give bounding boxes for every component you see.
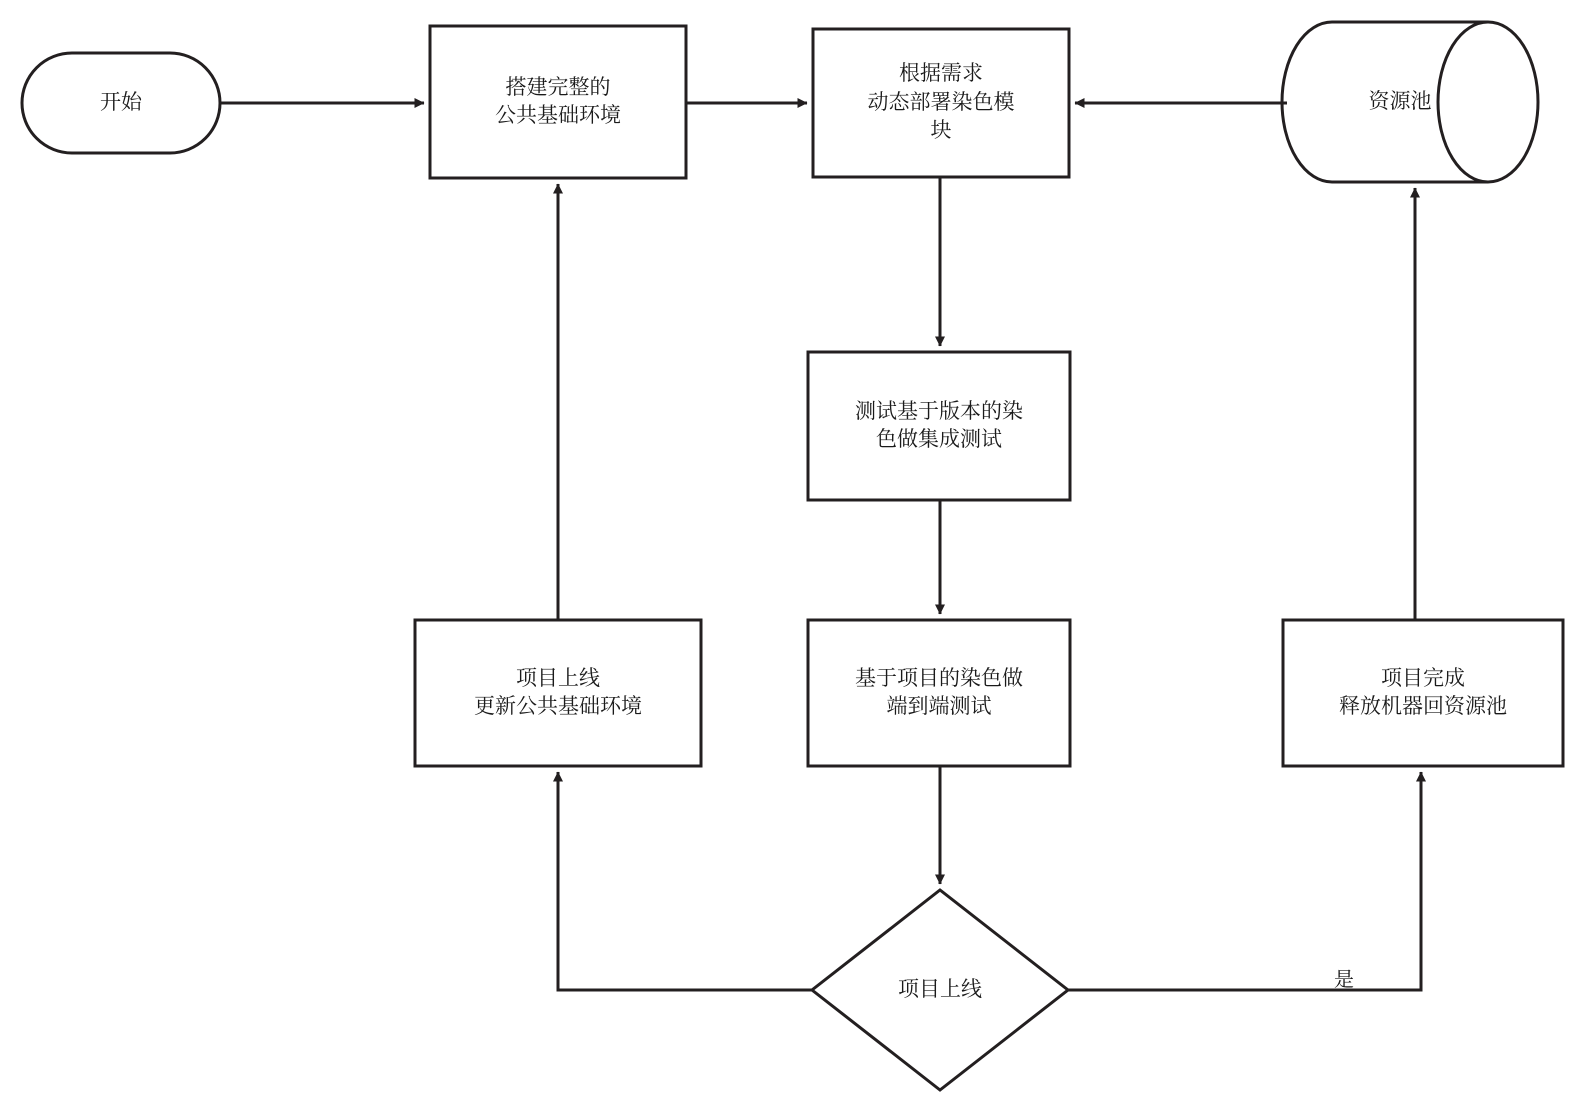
node-build-base-label: 搭建完整的 公共基础环境 (495, 75, 621, 127)
edge-decision-yes-to-project-done (1068, 772, 1421, 990)
node-deploy-dye-shape (813, 29, 1069, 177)
node-e2e-test-shape (808, 620, 1070, 766)
node-e2e-test-label: 基于项目的染色做 端到端测试 (855, 666, 1023, 718)
node-project-online-update-label: 项目上线 更新公共基础环境 (474, 666, 642, 718)
node-resource-pool-label: 资源池 (1368, 89, 1432, 113)
node-decision-online-label: 项目上线 (898, 977, 982, 1001)
node-project-done-label: 项目完成 释放机器回资源池 (1339, 666, 1507, 718)
node-decision-online-shape (812, 890, 1068, 1090)
edge-label-yes: 是 (1334, 969, 1354, 991)
node-deploy-dye-label: 根据需求 动态部署染色模 块 (867, 62, 1015, 143)
node-version-test-label: 测试基于版本的染 色做集成测试 (855, 399, 1023, 451)
node-project-online-update-shape (415, 620, 701, 766)
node-start-shape (22, 53, 220, 153)
node-project-done-shape (1283, 620, 1563, 766)
edge-decision-to-project-online-update (558, 772, 812, 990)
node-start-label: 开始 (100, 90, 142, 114)
node-resource-pool-shape (1282, 22, 1538, 182)
node-build-base-shape (430, 26, 686, 178)
node-version-test-shape (808, 352, 1070, 500)
